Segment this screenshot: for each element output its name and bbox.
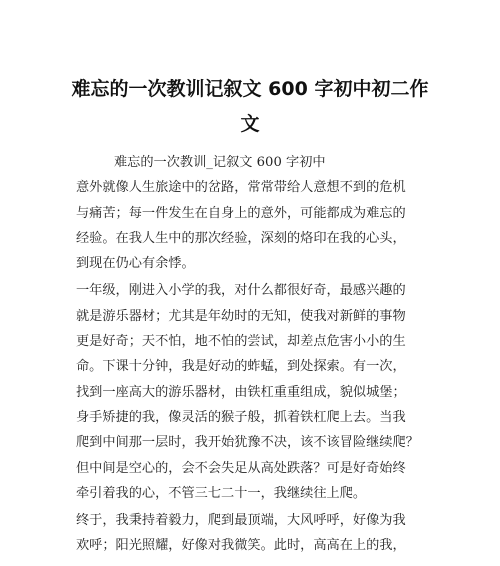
- document-body: [76, 150, 430, 559]
- paragraph-1-line-1: 意外就像人生旅途中的岔路，常常带给人意想不到的危机: [76, 180, 406, 196]
- paragraph-3-line-2: 欢呼；阳光照耀，好像对我微笑。此时，高高在上的我，: [76, 538, 406, 554]
- paragraph-2-line-4: 命。下课十分钟，我是好动的蚱蜢，到处探索。有一次，: [76, 359, 406, 375]
- paragraph-2-line-6: 身手矫捷的我，像灵活的猴子般，抓着铁杠爬上去。当我: [76, 409, 406, 425]
- paragraph-2-line-8: 但中间是空心的，会不会失足从高处跌落？可是好奇始终: [76, 460, 406, 476]
- paragraph-2-line-5: 找到一座高大的游乐器材，由铁杠重重组成，貌似城堡；: [76, 384, 406, 400]
- title-line-2: 文: [240, 113, 260, 135]
- paragraph-2-line-3: 更是好奇；天不怕，地不怕的尝试，却差点危害小小的生: [76, 334, 406, 350]
- paragraph-2-line-7: 爬到中间那一层时，我开始犹豫不决，该不该冒险继续爬？: [76, 435, 419, 451]
- document-title: [70, 72, 430, 142]
- title-line-1: 难忘的一次教训记叙文 600 字初中初二作: [71, 78, 429, 100]
- paragraph-1-line-2: 与痛苦；每一件发生在自身上的意外，可能都成为难忘的: [76, 205, 406, 221]
- paragraph-2-line-9: 牵引着我的心，不管三七二十一，我继续往上爬。: [76, 485, 367, 501]
- paragraph-1-line-4: 到现在仍心有余悸。: [76, 256, 195, 272]
- paragraph-2-line-2: 就是游乐器材；尤其是年幼时的无知，使我对新鲜的事物: [76, 308, 406, 324]
- paragraph-1-line-3: 经验。在我人生中的那次经验，深刻的烙印在我的心头，: [76, 230, 406, 246]
- paragraph-3-line-1: 终于，我秉持着毅力，爬到最顶端，大风呼呼，好像为我: [76, 513, 406, 529]
- document-subtitle: 难忘的一次教训_记叙文 600 字初中: [114, 155, 326, 170]
- paragraph-2-line-1: 一年级，刚进入小学的我，对什么都很好奇，最感兴趣的: [76, 283, 406, 299]
